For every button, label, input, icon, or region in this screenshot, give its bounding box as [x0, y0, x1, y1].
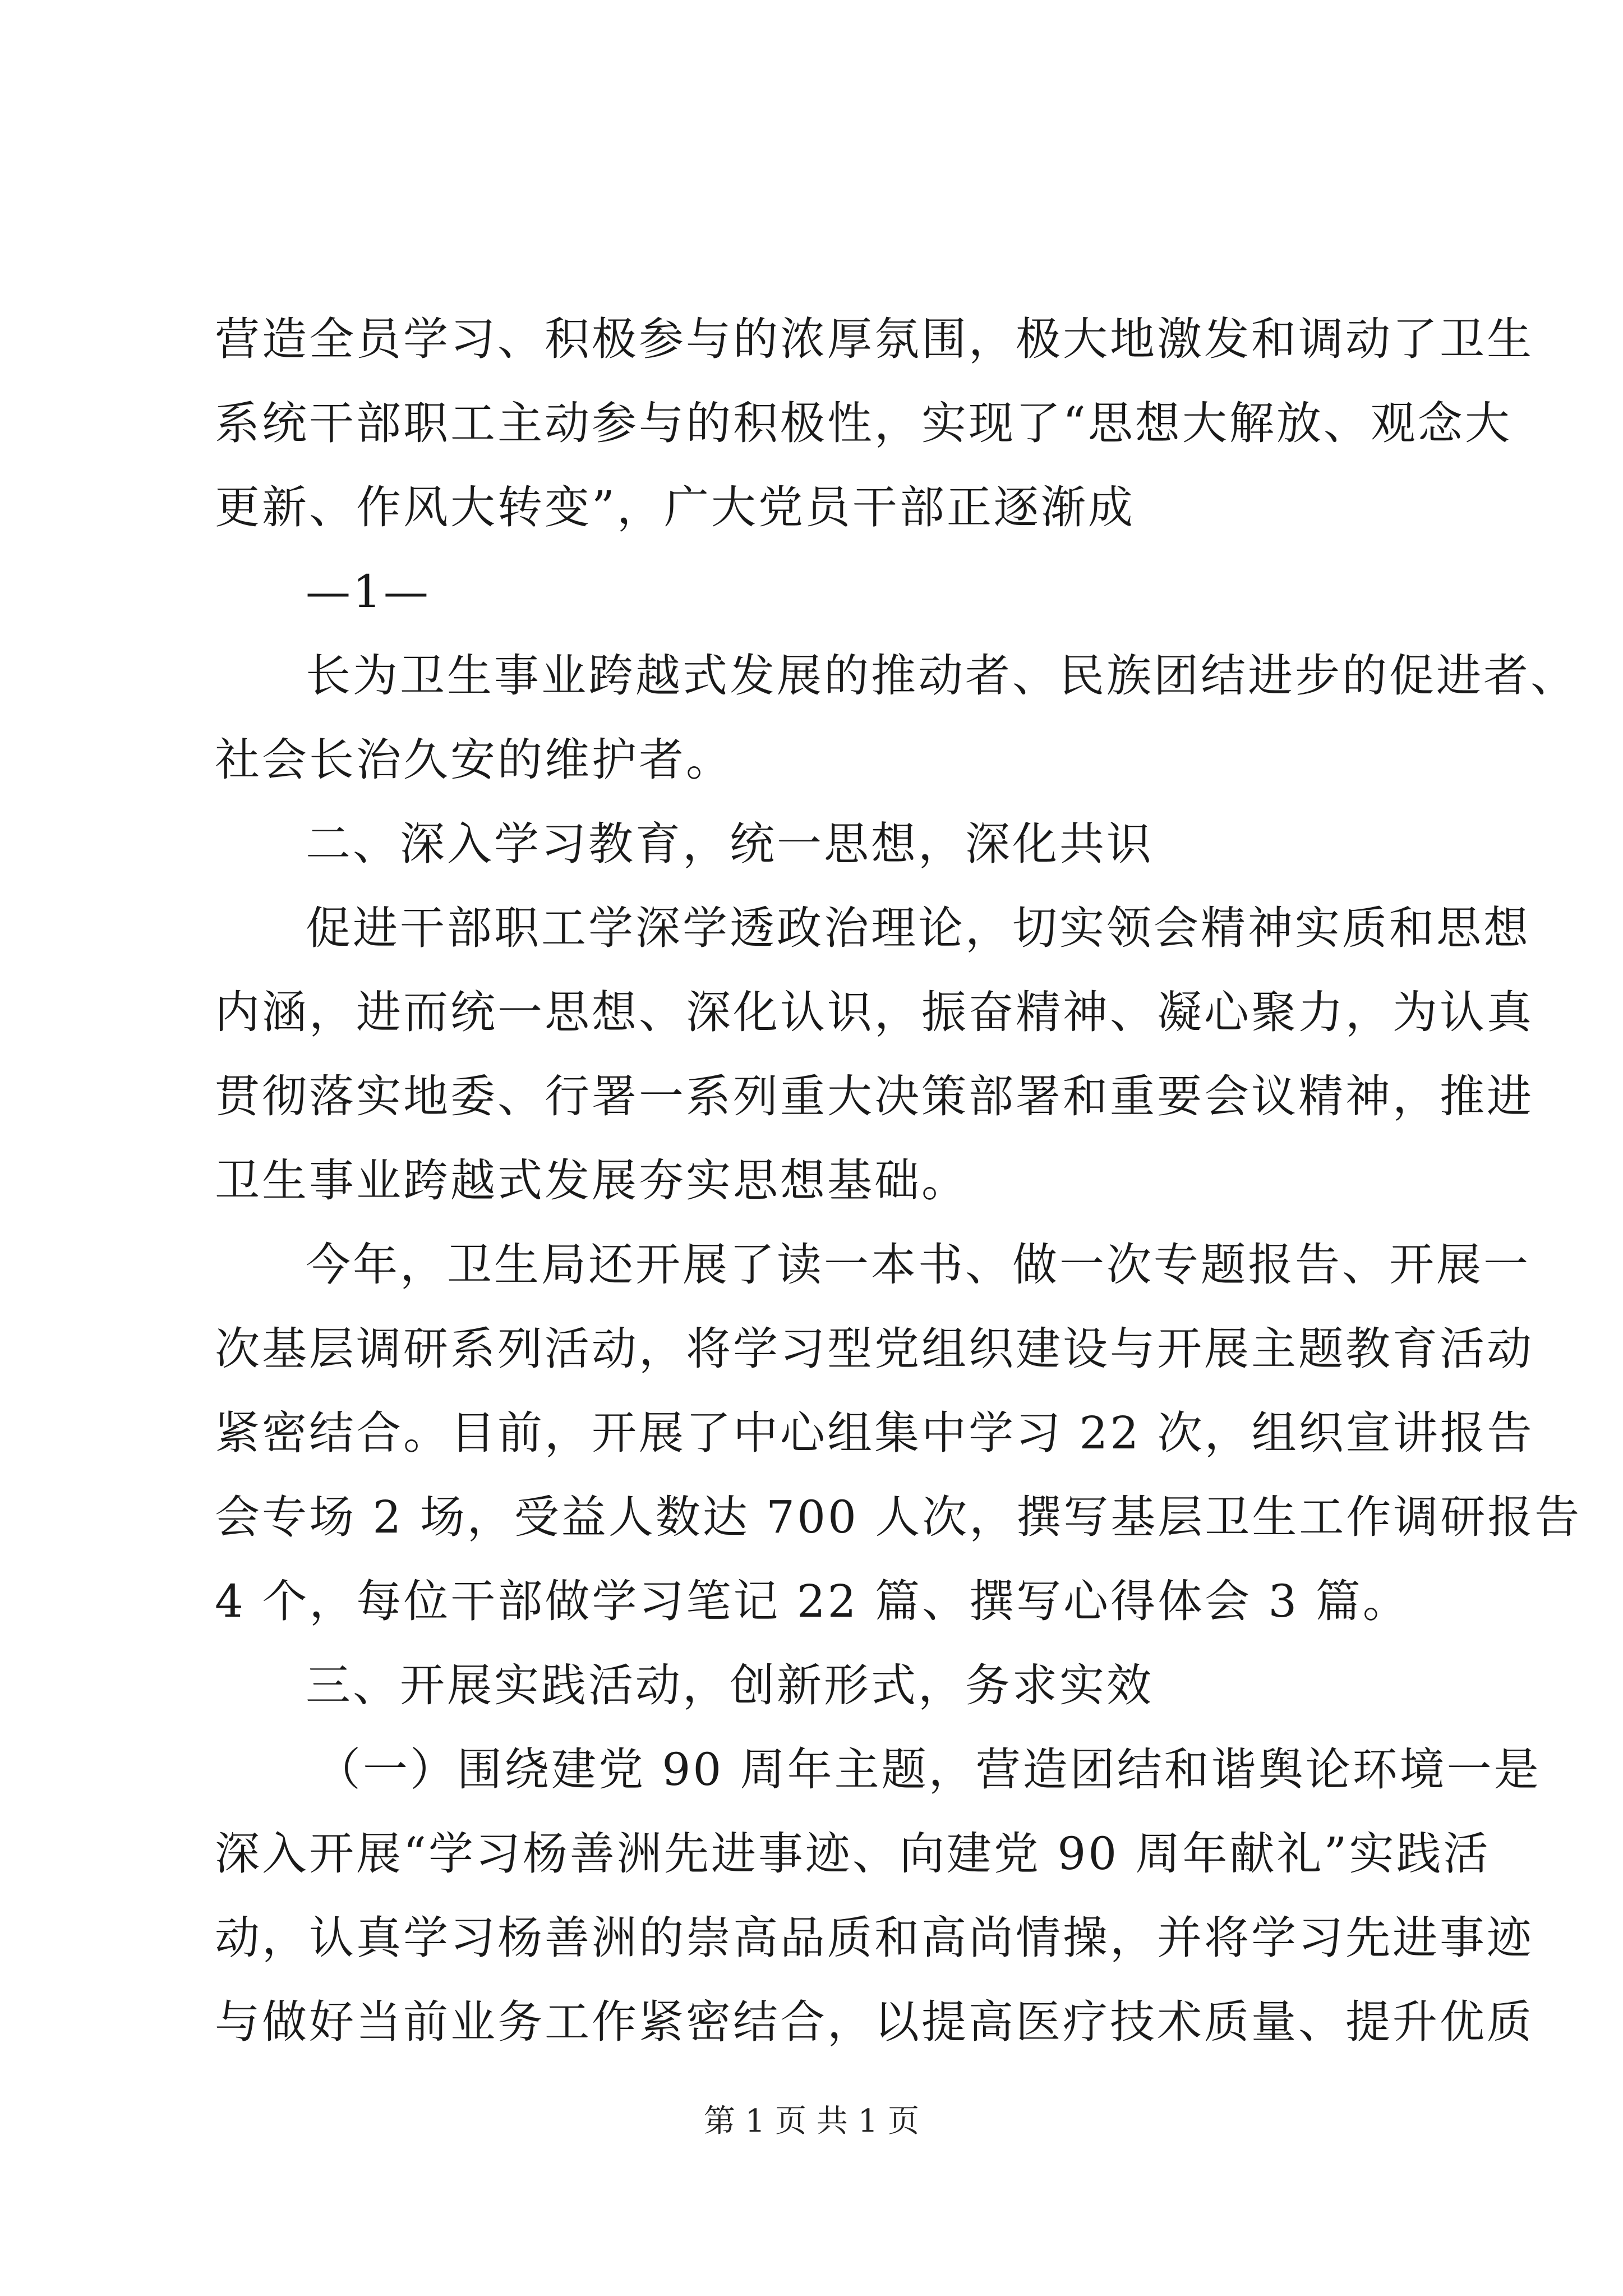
text-line: 社会长治久安的维护者。	[215, 734, 733, 786]
text-line: 内涵，进而统一思想、深化认识，振奋精神、凝心聚力，为认真	[215, 986, 1534, 1038]
subsection-heading: （一）围绕建党 90 周年主题，营造团结和谐舆论环境一是	[316, 1743, 1541, 1796]
text-line: 4 个，每位干部做学习笔记 22 篇、撰写心得体会 3 篇。	[215, 1575, 1410, 1627]
section-heading: 二、深入学习教育，统一思想，深化共识	[306, 818, 1154, 870]
text-line: 紧密结合。目前，开展了中心组集中学习 22 次，组织宣讲报告	[215, 1407, 1534, 1459]
text-line: 营造全员学习、积极参与的浓厚氛围，极大地激发和调动了卫生	[215, 313, 1534, 365]
text-line: 系统干部职工主动参与的积极性，实现了“思想大解放、观念大	[215, 397, 1512, 449]
text-line: 今年，卫生局还开展了读一本书、做一次专题报告、开展一	[306, 1239, 1530, 1291]
text-line: 与做好当前业务工作紧密结合，以提高医疗技术质量、提升优质	[215, 1996, 1534, 2048]
text-line: 深入开展“学习杨善洲先进事迹、向建党 90 周年献礼”实践活	[215, 1828, 1491, 1880]
text-line: 更新、作风大转变”，广大党员干部正逐渐成	[215, 481, 1135, 533]
page-marker: —1—	[306, 565, 431, 618]
text-line: 贯彻落实地委、行署一系列重大决策部署和重要会议精神，推进	[215, 1070, 1534, 1122]
text-line: 促进干部职工学深学透政治理论，切实领会精神实质和思想	[306, 902, 1530, 954]
text-line: 会专场 2 场，受益人数达 700 人次，撰写基层卫生工作调研报告	[215, 1491, 1582, 1543]
page-number-footer: 第 1 页 共 1 页	[703, 2103, 920, 2139]
text-line: 长为卫生事业跨越式发展的推动者、民族团结进步的促进者、	[306, 650, 1578, 702]
text-line: 次基层调研系列活动，将学习型党组织建设与开展主题教育活动	[215, 1323, 1534, 1375]
section-heading: 三、开展实践活动，创新形式，务求实效	[306, 1659, 1154, 1711]
text-line: 动，认真学习杨善洲的崇高品质和高尚情操，并将学习先进事迹	[215, 1912, 1534, 1964]
text-line: 卫生事业跨越式发展夯实思想基础。	[215, 1154, 969, 1207]
document-body	[215, 297, 1582, 2064]
